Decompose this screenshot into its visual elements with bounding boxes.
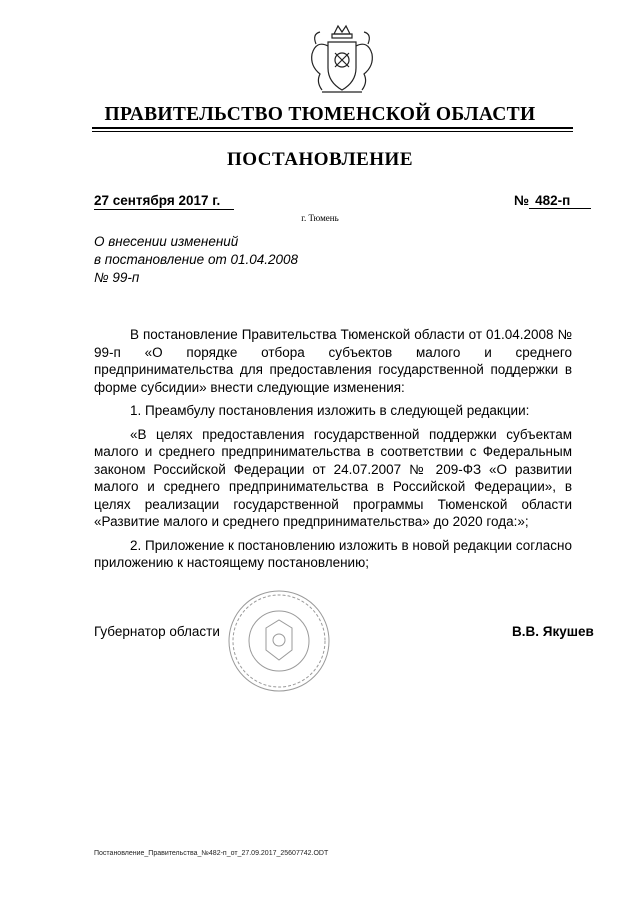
body-intro: В постановление Правительства Тюменской области от 01.04.2008 № 99-п «О порядке отбора субъектов малого и среднего предпринимательства для предоставления государственной поддержки в форме субсидии» внести следующие изменения: <box>94 327 572 395</box>
official-seal-icon <box>226 588 332 694</box>
body-quote: «В целях предоставления государственной поддержки субъектам малого и среднего предпринимательства в соответствии с Федеральным законом Российской Федерации от 24.07.2007 № 209-ФЗ «О развитии малого и среднего предпринимательства в Российской Федерации», в целях реализации государственной программы Тюменской области «Развитие малого и среднего предпринимательства» до 2020 года:»; <box>94 426 572 529</box>
number-value: 482-п <box>529 193 591 209</box>
city: г. Тюмень <box>301 213 339 223</box>
file-footer: Постановление_Правительства_№482-п_от_27.09.2017_25607742.ODT <box>94 850 329 857</box>
number-prefix: № <box>514 193 530 208</box>
header-rule-thick <box>92 127 573 129</box>
subject-line: в постановление от 01.04.2008 <box>94 252 299 267</box>
header-rule-thin <box>92 131 573 132</box>
organization-title: ПРАВИТЕЛЬСТВО ТЮМЕНСКОЙ ОБЛАСТИ <box>104 104 536 125</box>
body-item-1: 1. Преамбулу постановления изложить в следующей редакции: <box>130 403 530 418</box>
coat-of-arms-icon <box>302 20 382 100</box>
body-item-2: 2. Приложение к постановлению изложить в новой редакции согласно приложению к настоящему постановлению; <box>94 537 572 570</box>
subject-line: О внесении изменений <box>94 234 239 249</box>
signatory-name: В.В. Якушев <box>512 624 594 639</box>
document-type: ПОСТАНОВЛЕНИЕ <box>226 149 414 170</box>
document-date: 27 сентября 2017 г. <box>94 193 234 210</box>
document-number <box>514 193 591 209</box>
subject-line: № 99-п <box>94 270 140 285</box>
document-body <box>94 326 572 578</box>
document-subject <box>94 233 298 287</box>
signatory-title: Губернатор области <box>94 624 220 639</box>
